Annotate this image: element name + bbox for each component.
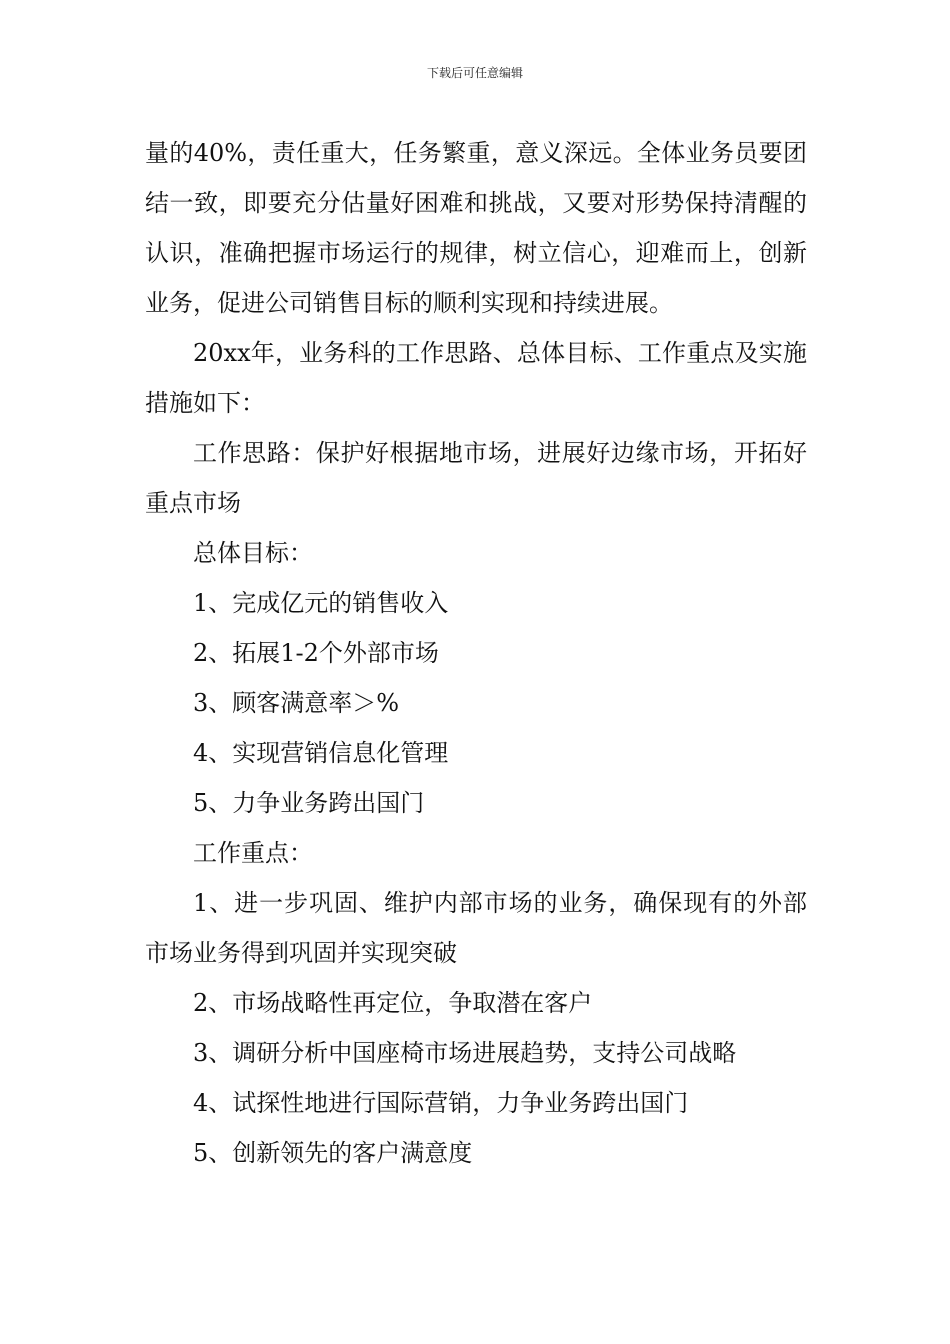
list-item-goal-5: 5、力争业务跨出国门	[193, 789, 425, 817]
paragraph-continuation: 量的40%，责任重大，任务繁重，意义深远。全体业务员要团结一致，即要充分估量好困难和挑战，又要对形势保持清醒的认识，准确把握市场运行的规律，树立信心，迎难而上，创新业务，促进公司销售目标的顺利实现和持续进展。	[145, 139, 807, 317]
list-item-focus-4: 4、试探性地进行国际营销，力争业务跨出国门	[193, 1089, 689, 1117]
paragraph-intro: 20xx年，业务科的工作思路、总体目标、工作重点及实施措施如下：	[145, 339, 807, 417]
list-item-goal-2: 2、拓展1-2个外部市场	[193, 639, 439, 667]
list-item-focus-3: 3、调研分析中国座椅市场进展趋势，支持公司战略	[193, 1039, 737, 1067]
list-item-focus-5: 5、创新领先的客户满意度	[193, 1139, 473, 1167]
heading-work-focus: 工作重点：	[193, 839, 313, 867]
page-header: 下载后可任意编辑	[426, 66, 523, 80]
heading-overall-goals: 总体目标：	[193, 539, 313, 567]
list-item-goal-3: 3、顾客满意率＞%	[193, 689, 400, 717]
list-item-focus-1: 1、进一步巩固、维护内部市场的业务，确保现有的外部市场业务得到巩固并实现突破	[145, 889, 807, 967]
paragraph-work-approach: 工作思路：保护好根据地市场，进展好边缘市场，开拓好重点市场	[145, 439, 807, 517]
list-item-focus-2: 2、市场战略性再定位，争取潜在客户	[193, 989, 593, 1017]
document-body	[145, 128, 807, 1178]
list-item-goal-4: 4、实现营销信息化管理	[193, 739, 449, 767]
list-item-goal-1: 1、完成亿元的销售收入	[193, 589, 449, 617]
